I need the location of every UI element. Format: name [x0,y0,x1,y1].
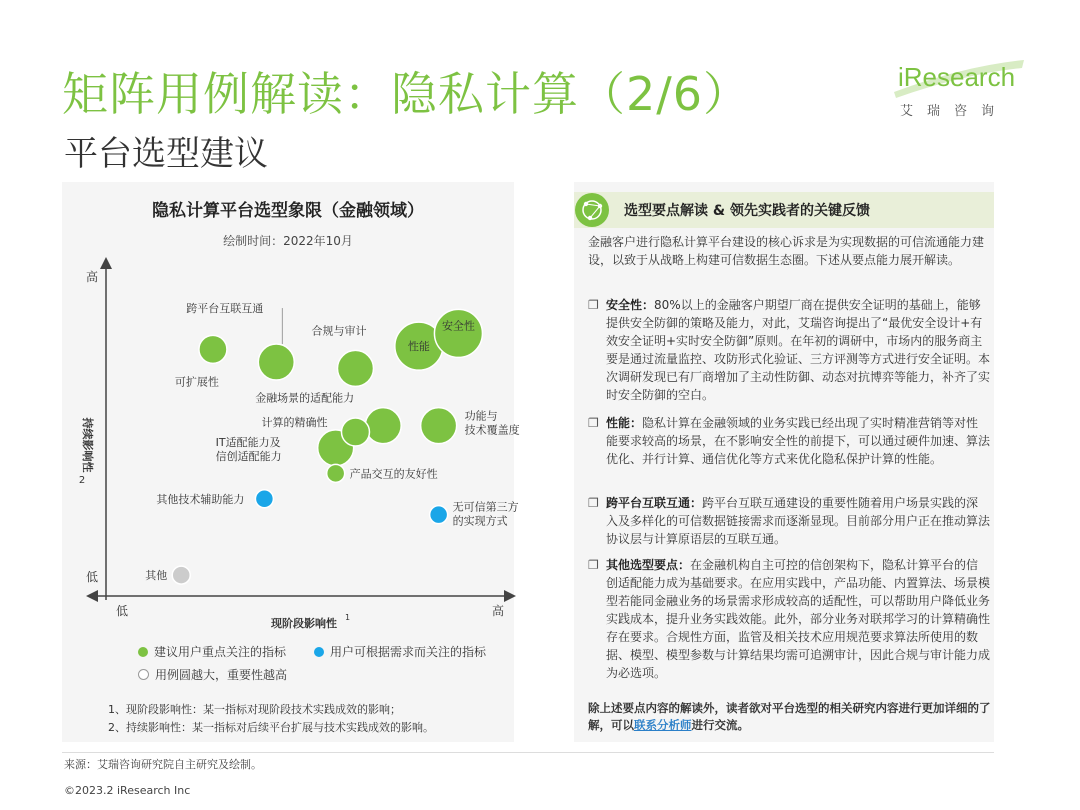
source-note: 来源：艾瑞咨询研究院自主研究及绘制。 [64,758,262,771]
analysis-closing [588,700,992,734]
bullet-text: 80%以上的金融客户期望厂商在提供安全证明的基础上，能够提供安全防御的策略及能力，对此，艾瑞咨询提出了“最优安全设计+有效安全证明+实时安全防御”原则。在年初的调研中，市场内的服务商主要是通过流量监控、攻防形式化验证、三方评测等方式进行安全证明。本次调研发现已有厂商增加了主动性防御、动态对抗博弈等能力，补齐了实时安全防御的空白。 [606,298,991,402]
data-label-10: 其他技术辅助能力 [156,492,245,506]
x-high-label: 高 [491,604,505,618]
page-title: 矩阵用例解读：隐私计算（2/6） [62,67,751,121]
logo-subtext: 艾瑞咨询 [900,104,1009,119]
note-1: 1、现阶段影响性：某一指标对现阶段技术实践成效的影响； [108,703,401,716]
bullet-title: 跨平台互联互通： [606,496,703,510]
analysis-intro: 金融客户进行隐私计算平台建设的核心诉求是为实现数据的可信流通能力建设，以致于从战略上构建可信数据生态圈。下述从要点能力展开解读。 [588,235,985,267]
x-axis-title: 现阶段影响性 [271,617,337,630]
chart-date: 绘制时间：2022年10月 [223,234,353,248]
data-label-5: 计算的精确性 [261,416,328,429]
data-point-1 [434,309,482,357]
checkbox-icon: ❐ [588,416,599,430]
data-label-2: 合规与审计 [311,324,367,338]
bullet-text: 在金融机构自主可控的信创架构下，隐私计算平台的信创适配能力成为基础要求。在应用实践中，产品功能、内置算法、场景模型若能同金融业务的场景需求形成较高的适配性，可以帮助用户降低业务实践成本，提升业务实践效能。此外，部分业务对联邦学习的计算精确性存在要求。合规性方面，监管及相关技术应用规范要求算法所使用的数据、模型、模型参数与计算结果均需可追溯审计，因此合规与审计能力成为必选项。 [606,558,991,680]
copyright: ©2023.2 iResearch Inc [64,784,191,797]
data-label-6: 金融场景的适配能力 [255,391,355,405]
legend-size-label: 用例圆越大，重要性越高 [155,668,288,682]
data-label-0: 跨平台互联互通 [186,302,264,316]
y-high-label: 高 [85,270,99,284]
data-point-12 [172,566,190,584]
bullet-title: 安全性： [606,298,655,312]
data-label-11-line2: 的实现方式 [452,514,508,528]
data-point-5 [421,408,457,444]
data-label-4: 安全性 [441,319,475,333]
chart-notes [108,701,434,737]
footer-divider [62,752,994,753]
bullet-security [588,296,990,404]
page-subtitle: 平台选型建议 [64,134,268,174]
analysis-header-title: 选型要点解读 & 领先实践者的关键反馈 [624,203,870,219]
legend-blue [314,643,486,660]
globe-icon [572,190,612,230]
y-axis-title-group [81,418,95,473]
y-axis-note: 2 [78,475,86,486]
data-point-11 [430,506,448,524]
legend-size [138,666,287,683]
data-point-7 [199,335,227,363]
bullet-other [588,556,990,682]
bullet-text: 跨平台互联互通建设的重要性随着用户场景实践的深入及多样化的可信数据链接需求而逐渐显现。目前部分用户正在推动算法协议层与计算原语层的互联互通。 [606,496,991,546]
data-label-3: 性能 [407,340,430,354]
y-low-label: 低 [85,570,99,584]
data-label-9: 产品交互的友好性 [349,467,438,481]
bullet-text: 隐私计算在金融领域的业务实践已经出现了实时精准营销等对性能要求较高的场景，在不影响安全性的前提下，可以通过硬件加速、算法优化、并行计算、通信优化等方式来优化隐私保护计算的性能。 [606,416,991,466]
data-point-9 [327,464,345,482]
chart-title: 隐私计算平台选型象限（金融领域） [152,201,424,221]
legend-green [138,643,286,660]
legend-green-label: 建议用户重点关注的指标 [154,645,287,659]
checkbox-icon: ❐ [588,298,599,312]
note-2: 2、持续影响性：某一指标对后续平台扩展与技术实践成效的影响。 [108,721,434,734]
data-label-7: 功能与 [464,409,498,423]
quadrant-chart [62,255,520,635]
bullet-title: 其他选型要点： [606,558,691,572]
checkbox-icon: ❐ [588,496,599,510]
bullet-interconnect [588,494,990,548]
legend-green-dot [138,647,148,657]
bullet-title: 性能： [606,416,643,430]
data-point-10 [255,490,273,508]
legend-blue-dot [314,647,324,657]
data-point-4 [365,408,401,444]
closing-end: 进行交流。 [691,718,749,732]
legend-size-circle-icon [138,669,149,680]
data-label-7-line2: 技术覆盖度 [464,423,520,437]
y-axis-title: 持续影响性 [81,417,94,473]
contact-analyst-link[interactable]: 联系分析师 [634,718,692,732]
iresearch-logo [894,58,1034,122]
x-axis-note: 1 [345,613,351,622]
checkbox-icon: ❐ [588,558,599,572]
data-point-2 [258,344,294,380]
data-label-1: 可扩展性 [174,375,219,389]
legend-blue-label: 用户可根据需求而关注的指标 [330,645,487,659]
x-low-label: 低 [115,604,129,618]
data-label-8-line2: 信创适配能力 [215,449,282,463]
data-point-8 [341,418,369,446]
data-label-8: IT适配能力及 [215,435,281,449]
data-point-3 [337,350,373,386]
bullet-performance [588,414,990,468]
data-label-12: 其他 [145,569,168,583]
data-label-11: 无可信第三方 [452,500,519,514]
closing-text: 除上述要点内容的解读外，读者欲对平台选型的相关研究内容进行更加详细的了解，可以 [588,701,991,732]
logo-text: iResearch [898,62,1016,92]
